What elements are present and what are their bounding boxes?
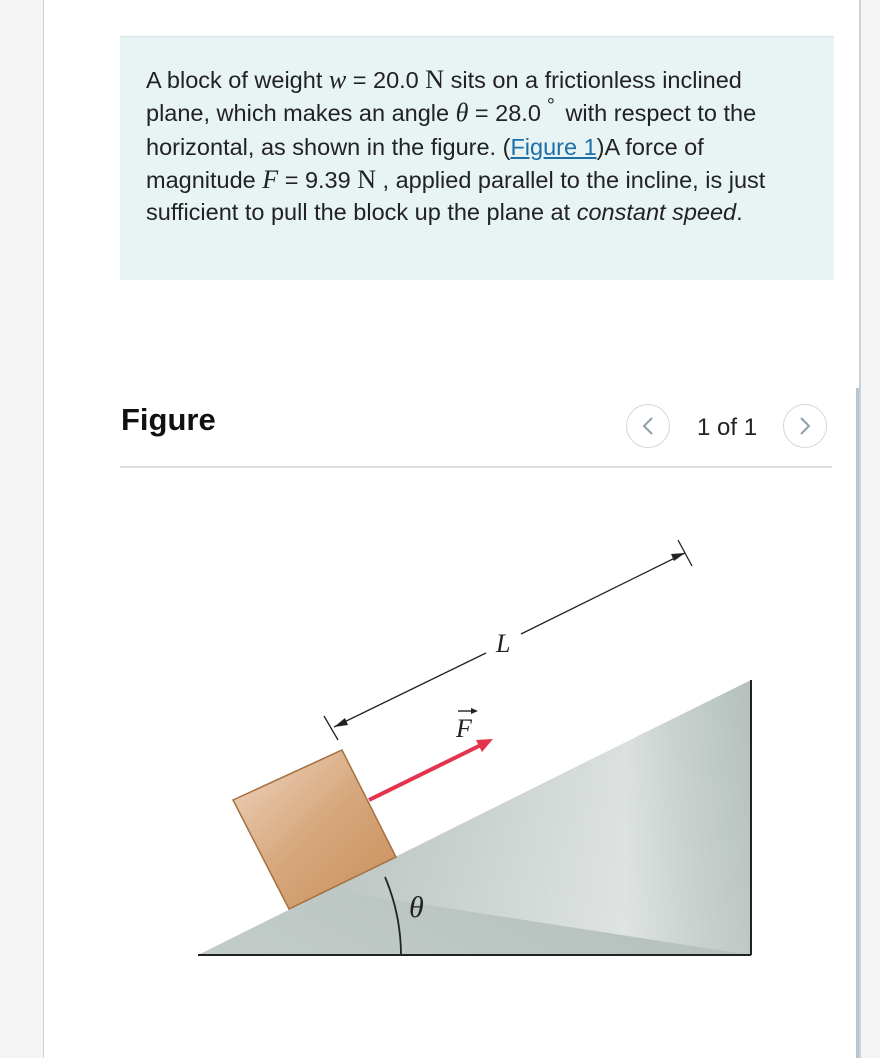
weight-variable: w	[328, 65, 347, 94]
length-label: L	[496, 629, 511, 658]
constant-speed-text: constant speed	[576, 199, 737, 225]
figure-1-link[interactable]: Figure 1	[510, 134, 597, 160]
length-arrowhead-upper	[671, 553, 685, 561]
problem-text-part: )A force of magnitude	[146, 134, 704, 193]
problem-text-part: , applied parallel to the incline, is just sufficient to pull the block up the plane at	[146, 166, 766, 225]
unit-newton: N	[357, 164, 377, 194]
unit-newton: N	[425, 65, 445, 94]
angle-label: θ	[409, 891, 424, 924]
problem-text-part: = 28.0	[468, 99, 541, 126]
figure-title: Figure	[121, 402, 216, 437]
force-label: F	[456, 714, 472, 743]
problem-text-part: with respect to the horizontal, as shown in the figure. (	[146, 99, 757, 160]
length-tick-upper	[678, 540, 692, 566]
problem-text-part: .	[736, 199, 743, 225]
problem-text-part: sits on a frictionless inclined plane, which makes an angle	[146, 67, 742, 126]
page-indicator: 1 of 1	[697, 414, 758, 441]
angle-variable: θ	[455, 97, 469, 127]
force-vector-bar-head	[471, 708, 478, 714]
force-variable: F	[262, 164, 279, 194]
length-arrowhead-lower	[334, 718, 348, 727]
problem-text-part: = 9.39	[278, 166, 358, 193]
length-dimension-line	[521, 553, 685, 634]
degree-symbol: °	[546, 94, 555, 117]
problem-text-part: = 20.0	[346, 67, 426, 93]
problem-text-part: A block of weight	[146, 67, 329, 93]
force-arrow	[369, 745, 481, 800]
length-tick-lower	[324, 716, 338, 740]
